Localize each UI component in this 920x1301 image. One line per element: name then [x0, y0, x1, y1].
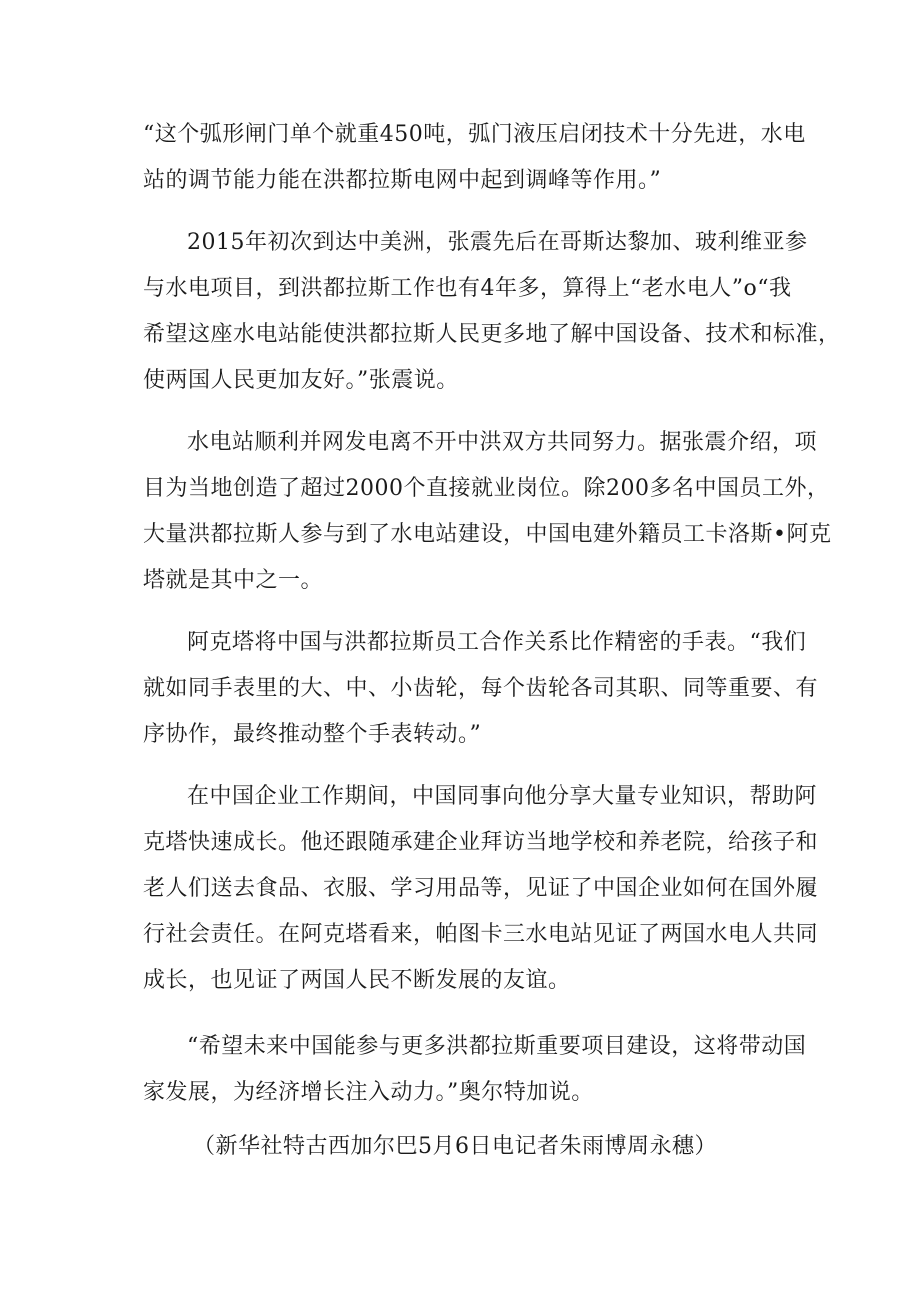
- paragraph-line: 大量洪都拉斯人参与到了水电站建设，中国电建外籍员工卡洛斯•阿克: [143, 522, 832, 547]
- paragraph-line: 老人们送去食品、衣服、学习用品等，见证了中国企业如何在国外履: [143, 876, 819, 901]
- paragraph-line: 2015年初次到达中美洲，张震先后在哥斯达黎加、玻利维亚参: [187, 230, 808, 255]
- paragraph-cooperation: [143, 420, 832, 604]
- paragraph-ortega-quote: [143, 1024, 807, 1116]
- paragraph-line: 序协作，最终推动整个手表转动。”: [143, 722, 482, 747]
- paragraph-gate-quote: [143, 112, 806, 204]
- paragraph-acota-growth: [143, 774, 819, 1004]
- paragraph-line: 目为当地创造了超过2000个直接就业岗位。除200多名中国员工外，: [143, 476, 830, 501]
- paragraph-line: “这个弧形闸门单个就重450吨，弧门液压启闭技术十分先进，水电: [143, 122, 806, 147]
- paragraph-line: 水电站顺利并网发电离不开中洪双方共同努力。据张震介绍，项: [187, 430, 818, 455]
- paragraph-line: 家发展，为经济增长注入动力。”奥尔特加说。: [143, 1080, 594, 1105]
- paragraph-watch-metaphor: [143, 620, 819, 758]
- paragraph-zhang-zhen: [143, 220, 841, 404]
- paragraph-line: 克塔快速成长。他还跟随承建企业拜访当地学校和养老院，给孩子和: [143, 830, 819, 855]
- paragraph-line: 塔就是其中之一。: [143, 568, 324, 593]
- paragraph-line: 在中国企业工作期间，中国同事向他分享大量专业知识，帮助阿: [187, 784, 818, 809]
- paragraph-line: 希望这座水电站能使洪都拉斯人民更多地了解中国设备、技术和标准，: [143, 322, 841, 347]
- paragraph-line: “希望未来中国能参与更多洪都拉斯重要项目建设，这将带动国: [187, 1034, 807, 1059]
- paragraph-line: 就如同手表里的大、中、小齿轮，每个齿轮各司其职、同等重要、有: [143, 676, 819, 701]
- news-byline: [143, 1124, 783, 1170]
- paragraph-line: 成长，也见证了两国人民不断发展的友谊。: [143, 968, 571, 993]
- paragraph-line: 使两国人民更加友好。”张震说。: [143, 368, 459, 393]
- paragraph-line: 与水电项目，到洪都拉斯工作也有4年多，算得上“老水电人”o“我: [143, 276, 792, 301]
- paragraph-line: 阿克塔将中国与洪都拉斯员工合作关系比作精密的手表。“我们: [187, 630, 807, 655]
- paragraph-line: 站的调节能力能在洪都拉斯电网中起到调峰等作用。”: [143, 168, 662, 193]
- byline-text: （新华社特古西加尔巴5月6日电记者朱雨博周永穗）: [193, 1134, 717, 1159]
- paragraph-line: 行社会责任。在阿克塔看来，帕图卡三水电站见证了两国水电人共同: [143, 922, 819, 947]
